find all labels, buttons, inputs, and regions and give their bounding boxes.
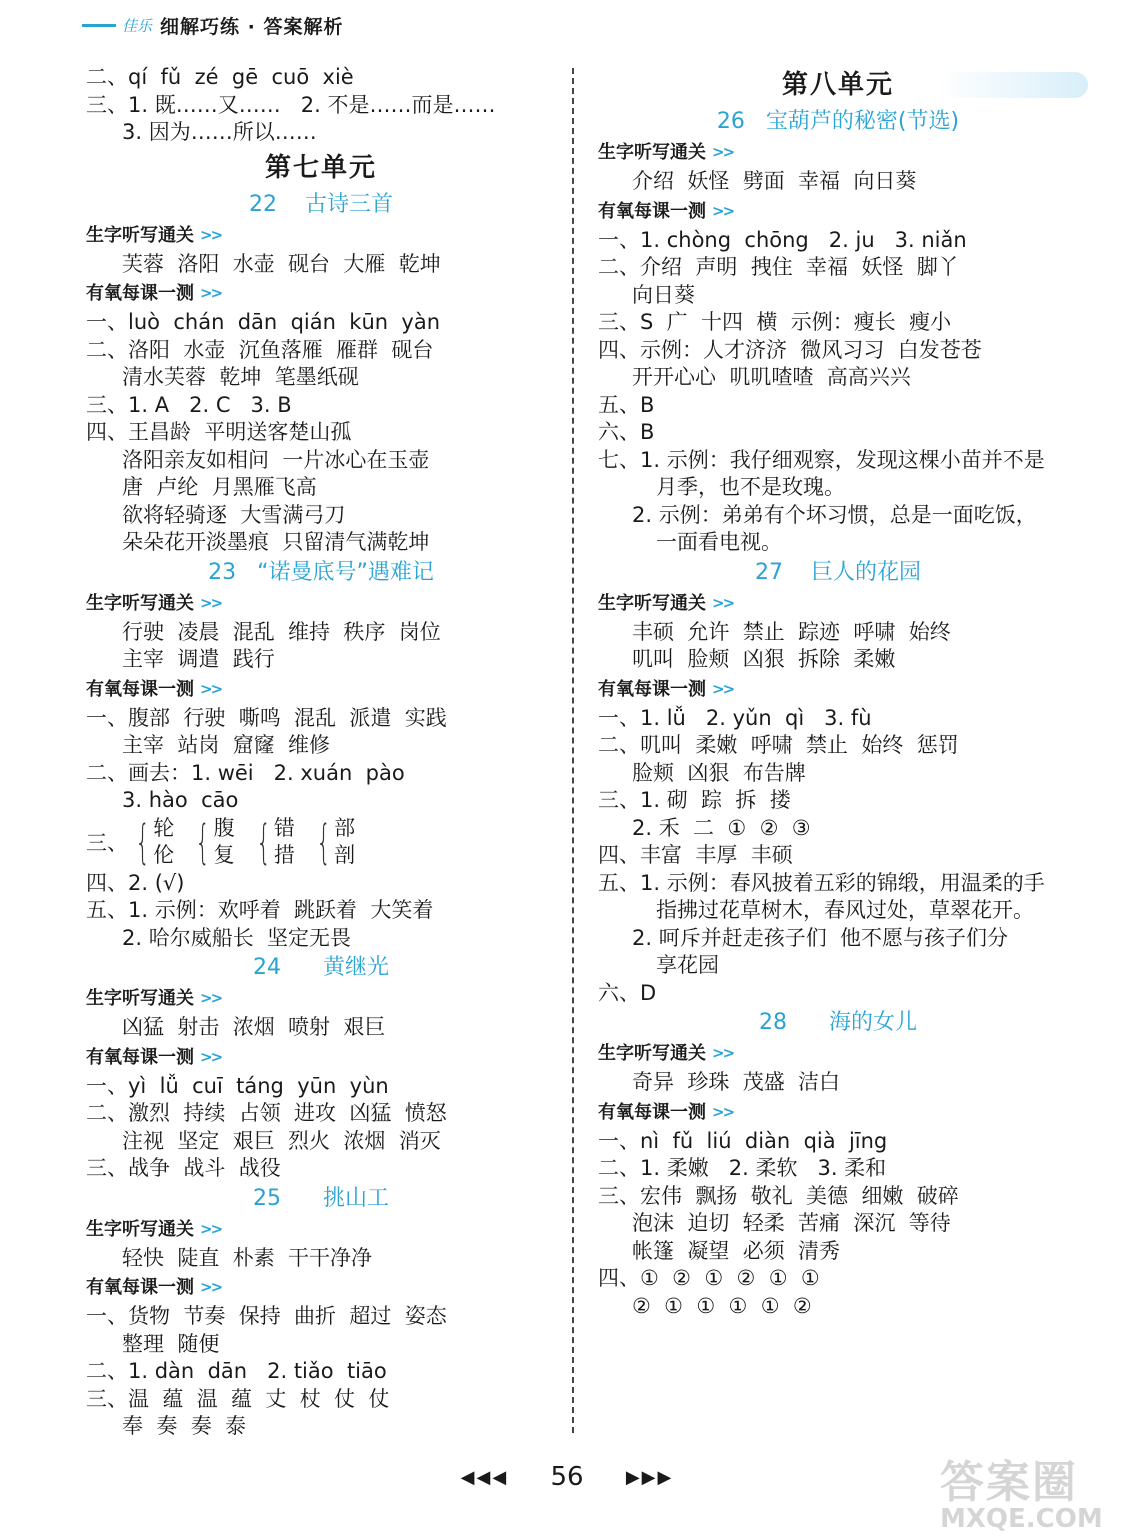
answer-line: 一面看电视。 <box>656 530 782 554</box>
watermark-logo <box>940 1446 1120 1534</box>
answer-line: 三、S 广 十四 横 示例：瘦长 瘦小 <box>598 310 952 334</box>
answer-line: 一、yì lǚ cuī táng yūn yùn <box>86 1073 389 1098</box>
answer-line: 指拂过花草树木，春风过处，草翠花开。 <box>656 898 1034 922</box>
answer-line: 一、1. lǚ 2. yǔn qì 3. fù <box>598 705 872 730</box>
answer-line: 唐 卢纶 月黑雁飞高 <box>122 475 317 499</box>
answer-line: 二、洛阳 水壶 沉鱼落雁 雁群 砚台 <box>86 337 434 362</box>
dictation-words: 行驶 凌晨 混乱 维持 秩序 岗位 <box>122 619 441 644</box>
double-chevron-icon: >> <box>200 1278 222 1296</box>
answer-line: 五、1. 示例：春风披着五彩的锦缎，用温柔的手 <box>598 870 1045 895</box>
lesson-title: 22 古诗三首 <box>249 191 393 217</box>
section-label: 生字听写通关 >> <box>598 1038 1078 1069</box>
answer-line: 欲将轻骑逐 大雪满弓刀 <box>122 502 346 527</box>
answer-line: 开开心心 叽叽喳喳 高高兴兴 <box>632 365 911 389</box>
answer-line: 三、1. 既……又…… 2. 不是……而是…… <box>86 92 496 117</box>
double-chevron-icon: >> <box>200 679 222 698</box>
header-accent-line <box>82 24 116 27</box>
answer-line: 一、nì fǔ liú diàn qià jīng <box>598 1128 888 1153</box>
unit-title: 第八单元 <box>578 64 1098 106</box>
dictation-words: 奇异 珍珠 茂盛 洁白 <box>632 1070 841 1094</box>
answer-line: 六、B <box>598 420 655 444</box>
answer-line: 3. hào cāo <box>122 788 239 812</box>
answer-line: 四、王昌龄 平明送客楚山孤 <box>86 420 352 444</box>
double-chevron-icon: >> <box>712 679 734 698</box>
double-chevron-icon: >> <box>712 1102 734 1121</box>
section-label: 生字听写通关 >> <box>86 1214 556 1245</box>
answer-line: 一、货物 节奏 保持 曲折 超过 姿态 <box>86 1304 447 1328</box>
section-label: 生字听写通关 >> <box>86 588 556 619</box>
prev-arrows-icon: ◀◀◀ <box>460 1467 509 1488</box>
double-chevron-icon: >> <box>712 593 734 612</box>
answer-line: 二、激烈 持续 占领 进攻 凶猛 愤怒 <box>86 1101 447 1125</box>
answer-line: 主宰 站岗 窟窿 维修 <box>122 733 331 757</box>
answer-line: 二、叽叫 柔嫩 呼啸 禁止 始终 惩罚 <box>598 733 959 757</box>
answer-line: 2. 禾 二 ① ② ③ <box>632 815 811 840</box>
section-label: 生字听写通关 >> <box>86 220 556 251</box>
lesson-title: 26 宝葫芦的秘密(节选) <box>716 109 960 134</box>
answer-line: 奉 奏 奏 泰 <box>122 1414 247 1438</box>
brace-icon: { <box>195 815 211 869</box>
lesson-title: 28 海的女儿 <box>759 1010 917 1035</box>
double-chevron-icon: >> <box>200 225 222 244</box>
answer-line: 脸颊 凶狠 布告牌 <box>632 760 806 785</box>
left-column <box>86 64 556 1441</box>
dictation-words: 芙蓉 洛阳 水壶 砚台 大雁 乾坤 <box>122 251 441 276</box>
lesson-title: 23 “诺曼底号”遇难记 <box>208 559 434 585</box>
answer-line: 二、画去：1. wēi 2. xuán pào <box>86 760 405 785</box>
answer-line: 四、① ② ① ② ① ① <box>598 1266 820 1290</box>
answer-line: 洛阳亲友如相问 一片冰心在玉壶 <box>122 447 430 472</box>
section-label: 有氧每课一测 >> <box>598 1097 1078 1128</box>
answer-line: 五、1. 示例：欢呼着 跳跃着 大笑着 <box>86 898 434 922</box>
answer-line: 一、腹部 行驶 嘶鸣 混乱 派遣 实践 <box>86 705 447 730</box>
brace-icon: { <box>135 815 150 869</box>
answer-line: 整理 随便 <box>122 1331 220 1356</box>
brace-icon: { <box>255 815 271 869</box>
section-label: 有氧每课一测 >> <box>86 674 556 705</box>
brace-icon: { <box>316 815 331 869</box>
dictation-words: 轻快 陡直 朴素 干干净净 <box>122 1245 373 1270</box>
header-brand: 佳乐 <box>122 16 153 35</box>
brace-answer: 三、 { 轮 伦 { 腹 复 { 错 措 { 部 剖 <box>86 815 356 869</box>
answer-line: 三、战争 战斗 战役 <box>86 1156 281 1180</box>
dictation-words: 凶猛 射击 浓烟 喷射 艰巨 <box>122 1015 386 1039</box>
answer-line: 三、1. 砌 踪 拆 搂 <box>598 788 791 812</box>
unit-title-highlight <box>938 72 1088 98</box>
section-label: 生字听写通关 >> <box>598 588 1078 619</box>
answer-line: 向日葵 <box>632 282 695 307</box>
answer-line: 3. 因为……所以…… <box>122 120 317 144</box>
dictation-words: 叽叫 脸颊 凶狠 拆除 柔嫩 <box>632 647 896 671</box>
answer-line: 三、宏伟 飘扬 敬礼 美德 细嫩 破碎 <box>598 1183 959 1208</box>
double-chevron-icon: >> <box>200 1047 222 1066</box>
right-column <box>598 64 1078 1320</box>
answer-line: ② ① ① ① ① ② <box>632 1293 812 1318</box>
answer-line: 七、1. 示例：我仔细观察，发现这棵小苗并不是 <box>598 447 1045 472</box>
lesson-title: 24 黄继光 <box>253 955 389 980</box>
column-divider <box>572 68 574 1433</box>
watermark-url: MXQE.COM <box>940 1504 1103 1534</box>
unit-title: 第七单元 <box>264 152 377 183</box>
section-label: 有氧每课一测 >> <box>86 1272 556 1303</box>
double-chevron-icon: >> <box>200 593 222 612</box>
answer-line: 二、qí fǔ zé gē cuō xiè <box>86 65 354 89</box>
double-chevron-icon: >> <box>712 143 734 161</box>
answer-line: 一、1. chòng chōng 2. ju 3. niǎn <box>598 227 967 252</box>
answer-line: 帐篷 凝望 必须 清秀 <box>632 1238 841 1263</box>
answer-line: 四、示例：人才济济 微风习习 白发苍苍 <box>598 337 982 362</box>
double-chevron-icon: >> <box>200 1219 222 1238</box>
answer-line: 朵朵花开淡墨痕 只留清气满乾坤 <box>122 530 430 554</box>
answer-line: 一、luò chán dān qián kūn yàn <box>86 310 441 334</box>
section-label: 有氧每课一测 >> <box>598 196 1078 227</box>
lesson-title: 27 巨人的花园 <box>755 559 921 585</box>
header-title: 细解巧练 · 答案解析 <box>160 15 344 38</box>
answer-line: 清水芙蓉 乾坤 笔墨纸砚 <box>122 365 359 389</box>
answer-line: 月季，也不是玫瑰。 <box>656 475 845 499</box>
answer-line: 五、B <box>598 392 655 417</box>
answer-line: 享花园 <box>656 953 719 977</box>
double-chevron-icon: >> <box>200 989 222 1007</box>
answer-line: 四、2. (√) <box>86 870 185 895</box>
answer-line: 二、介绍 声明 拽住 幸福 妖怪 脚丫 <box>598 255 959 279</box>
section-label: 生字听写通关 >> <box>598 137 1078 168</box>
lesson-title: 25 挑山工 <box>253 1185 389 1211</box>
double-chevron-icon: >> <box>712 1044 734 1062</box>
answer-line: 注视 坚定 艰巨 烈火 浓烟 消灭 <box>122 1128 441 1153</box>
answer-line: 四、丰富 丰厚 丰硕 <box>598 843 793 867</box>
answer-line: 2. 哈尔威船长 坚定无畏 <box>122 925 352 950</box>
section-label: 生字听写通关 >> <box>86 983 556 1014</box>
double-chevron-icon: >> <box>712 201 734 220</box>
next-arrows-icon: ▶▶▶ <box>625 1467 674 1488</box>
answer-line: 泡沫 迫切 轻柔 苦痛 深沉 等待 <box>632 1211 951 1235</box>
answer-line: 二、1. dàn dān 2. tiǎo tiāo <box>86 1359 387 1383</box>
section-label: 有氧每课一测 >> <box>86 278 556 309</box>
watermark-text: 答案圈 <box>940 1457 1078 1508</box>
answer-line: 2. 示例：弟弟有个坏习惯，总是一面吃饭， <box>632 502 1037 527</box>
page-number: 56 <box>550 1462 584 1492</box>
answer-line: 三、温 蕴 温 蕴 丈 杖 仗 仗 <box>86 1386 390 1411</box>
page-header <box>82 8 343 42</box>
dictation-words: 丰硕 允许 禁止 踪迹 呼啸 始终 <box>632 619 951 644</box>
answer-line: 六、D <box>598 980 657 1005</box>
answer-line: 二、1. 柔嫩 2. 柔软 3. 柔和 <box>598 1156 887 1180</box>
answer-line: 三、1. A 2. C 3. B <box>86 392 292 417</box>
dictation-words: 主宰 调遣 践行 <box>122 647 275 671</box>
section-label: 有氧每课一测 >> <box>86 1042 556 1073</box>
answer-line: 2. 呵斥并赶走孩子们 他不愿与孩子们分 <box>632 925 1009 950</box>
dictation-words: 介绍 妖怪 劈面 幸福 向日葵 <box>632 169 917 193</box>
section-label: 有氧每课一测 >> <box>598 674 1078 705</box>
double-chevron-icon: >> <box>200 284 222 302</box>
